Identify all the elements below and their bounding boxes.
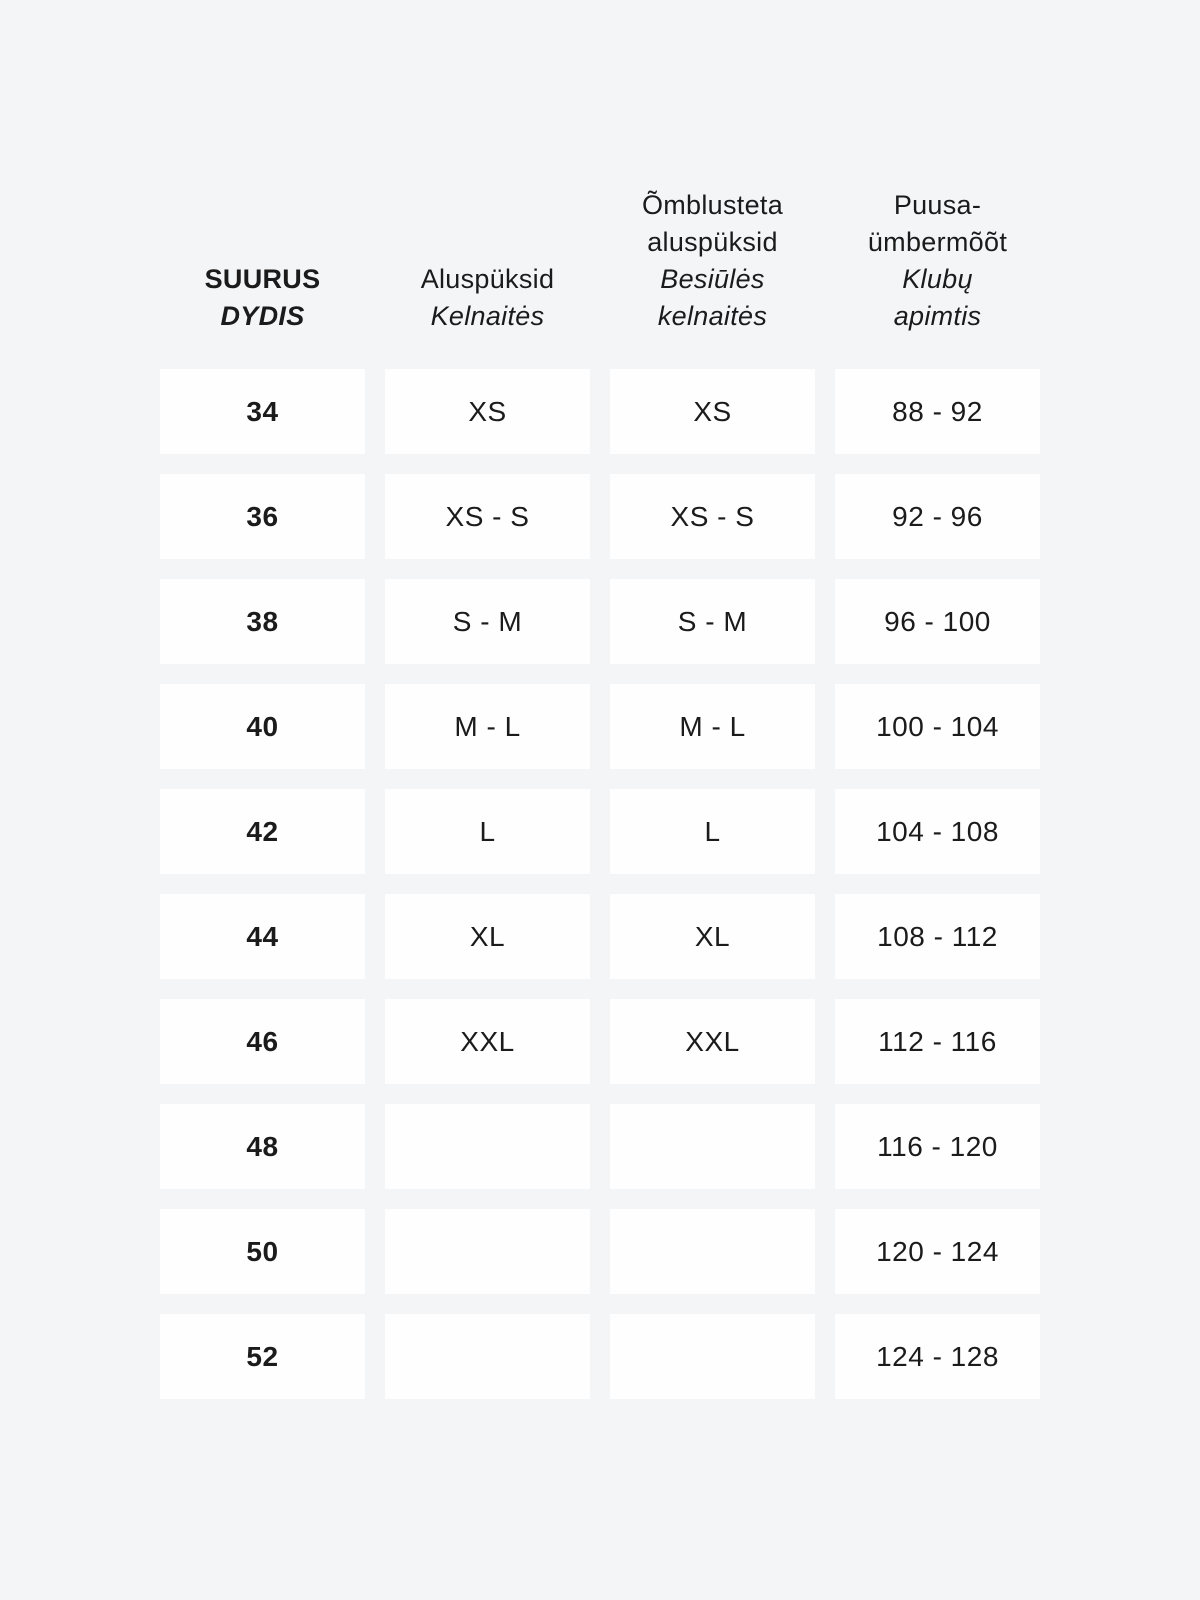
- table-cell: 34: [160, 369, 365, 454]
- table-cell: 44: [160, 894, 365, 979]
- table-cell: L: [610, 789, 815, 874]
- table-cell: 96 - 100: [835, 579, 1040, 664]
- column-title-line: Kelnaitės: [430, 301, 545, 331]
- table-cell: [610, 1314, 815, 1399]
- table-cell: [385, 1209, 590, 1294]
- table-cell: S - M: [610, 579, 815, 664]
- column-header: [610, 187, 815, 335]
- table-header: [160, 0, 1040, 335]
- column-title-line: Klubų: [902, 264, 973, 294]
- column-title-line: SUURUS: [204, 264, 321, 294]
- table-cell: 120 - 124: [835, 1209, 1040, 1294]
- column-title-line: Besiūlės: [660, 264, 765, 294]
- table-cell: 42: [160, 789, 365, 874]
- table-cell: 100 - 104: [835, 684, 1040, 769]
- table-cell: XS - S: [385, 474, 590, 559]
- table-cell: [610, 1209, 815, 1294]
- column-title-line: apimtis: [893, 301, 982, 331]
- size-chart-table: [160, 0, 1040, 1399]
- column-title-line: Aluspüksid: [420, 264, 555, 294]
- table-cell: L: [385, 789, 590, 874]
- column-header: [835, 187, 1040, 335]
- table-cell: 124 - 128: [835, 1314, 1040, 1399]
- table-cell: 50: [160, 1209, 365, 1294]
- table-cell: 40: [160, 684, 365, 769]
- column-title-line: aluspüksid: [647, 227, 778, 257]
- table-cell: 116 - 120: [835, 1104, 1040, 1189]
- column-title-line: kelnaitės: [657, 301, 768, 331]
- table-cell: S - M: [385, 579, 590, 664]
- column-title-line: ümbermõõt: [867, 227, 1008, 257]
- column-title-line: Õmblusteta: [641, 190, 784, 220]
- column-title-line: Puusa-: [893, 190, 982, 220]
- table-cell: XXL: [385, 999, 590, 1084]
- table-cell: 104 - 108: [835, 789, 1040, 874]
- table-cell: M - L: [610, 684, 815, 769]
- table-cell: M - L: [385, 684, 590, 769]
- table-cell: XXL: [610, 999, 815, 1084]
- table-cell: XL: [610, 894, 815, 979]
- table-cell: XS: [610, 369, 815, 454]
- table-cell: XL: [385, 894, 590, 979]
- table-cell: [610, 1104, 815, 1189]
- column-title-line: DYDIS: [220, 301, 305, 331]
- table-cell: 88 - 92: [835, 369, 1040, 454]
- column-header: [160, 261, 365, 335]
- table-body: [160, 369, 1040, 1399]
- table-cell: XS - S: [610, 474, 815, 559]
- table-cell: 38: [160, 579, 365, 664]
- table-cell: XS: [385, 369, 590, 454]
- table-cell: 46: [160, 999, 365, 1084]
- table-cell: 52: [160, 1314, 365, 1399]
- table-cell: 108 - 112: [835, 894, 1040, 979]
- table-cell: 36: [160, 474, 365, 559]
- table-cell: 92 - 96: [835, 474, 1040, 559]
- table-cell: [385, 1104, 590, 1189]
- table-cell: 48: [160, 1104, 365, 1189]
- table-cell: 112 - 116: [835, 999, 1040, 1084]
- column-header: [385, 261, 590, 335]
- table-cell: [385, 1314, 590, 1399]
